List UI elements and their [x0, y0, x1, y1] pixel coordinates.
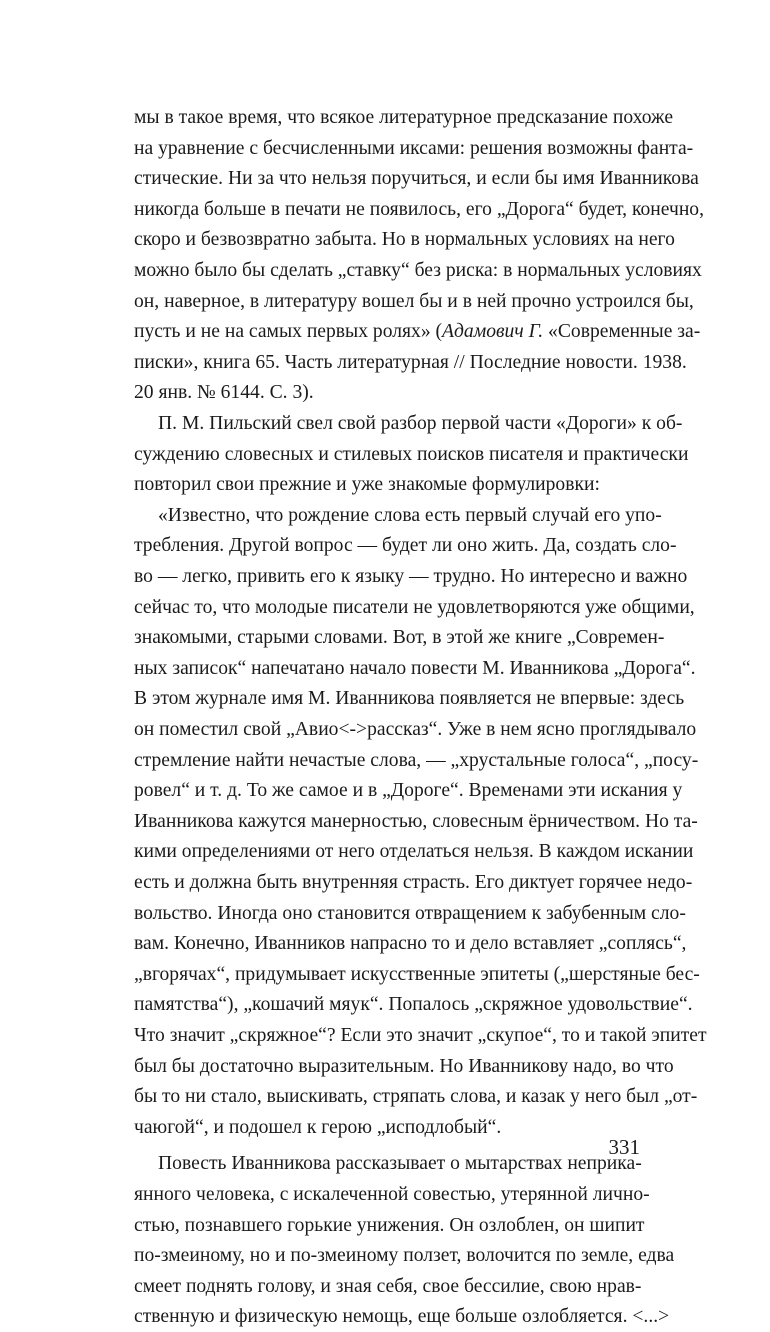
text-line: смеет поднять голову, и зная себя, свое бессилие, свою нрав-	[134, 1275, 642, 1297]
text-line: Повесть Иванникова рассказывает о мытарствах неприка-	[158, 1153, 642, 1175]
text-line: Что значит „скряжное“? Если это значит „скупое“, то и такой эпитет	[134, 1025, 707, 1046]
text-line: можно было бы сделать „ставку“ без риска: в нормальных условиях	[134, 260, 702, 281]
text-line: янного человека, с искалеченной совестью, утерянной лично-	[134, 1184, 650, 1205]
text-line: «Известно, что рождение слова есть первый случай его упо-	[158, 504, 662, 526]
text-line: по-змеиному, но и по-змеиному ползет, волочится по земле, едва	[134, 1245, 675, 1267]
text-line: на уравнение с бесчисленными иксами: решения возможны фанта-	[134, 137, 694, 159]
text-line: П. М. Пильский свел свой разбор первой части «Дороги» к об-	[158, 413, 683, 434]
text-line: стические. Ни за что нельзя поручиться, и если бы имя Иванникова	[134, 168, 699, 190]
text-line: знакомыми, старыми словами. Вот, в этой же книге „Современ-	[134, 627, 665, 649]
text-line: памятства“), „кошачий мяук“. Попалось „скряжное удовольствие“.	[134, 994, 693, 1016]
text-line: В этом журнале имя М. Иванникова появляется не впервые: здесь	[134, 688, 685, 710]
text-line: был бы достаточно выразительным. Но Иванникову надо, во что	[134, 1055, 674, 1077]
text-line: Иванникова кажутся манерностью, словесным ёрничеством. Но та-	[134, 810, 698, 832]
text-line: писки», книга 65. Часть литературная // Последние новости. 1938.	[134, 351, 687, 373]
page-number: 331	[608, 1135, 640, 1159]
text-line: вам. Конечно, Иванников напрасно то и дело вставляет „соплясь“,	[134, 933, 687, 955]
text-line: мы в такое время, что всякое литературное предсказание похоже	[134, 107, 674, 128]
text-line: суждению словесных и стилевых поисков писателя и практически	[134, 443, 689, 465]
author-name: Адамович Г.	[442, 321, 544, 343]
text-line: скоро и безвозвратно забыта. Но в нормальных условиях на него	[134, 229, 675, 251]
text-line: есть и должна быть внутренняя страсть. Его диктует горячее недо-	[134, 872, 693, 893]
text-line: во — легко, привить его к языку — трудно. Но интересно и важно	[134, 566, 688, 587]
text-line: повторил свои прежние и уже знакомые формулировки:	[134, 474, 600, 496]
text-line: пусть и не на самых первых ролях» (Адамович Г. «Современные за-	[134, 321, 701, 343]
text-line: чаюгой“, и подошел к герою „исподлобый“.	[134, 1116, 502, 1138]
text-line: „вгорячах“, придумывает искусственные эпитеты („шерстяные бес-	[134, 963, 700, 985]
text-line: он поместил свой „Авио<->рассказ“. Уже в нем ясно проглядывало	[134, 719, 697, 740]
text-line: кими определениями от него отделаться нельзя. В каждом искании	[134, 841, 694, 863]
text-line: он, наверное, в литературу вошел бы и в ней прочно устроился бы,	[134, 290, 694, 312]
text-line: ных записок“ напечатано начало повести М. Иванникова „Дорога“.	[134, 657, 696, 679]
text-line: требления. Другой вопрос — будет ли оно жить. Да, создать сло-	[134, 535, 677, 557]
text-line: ровел“ и т. д. То же самое и в „Дороге“. Временами эти искания у	[134, 780, 683, 802]
text-line: бы то ни стало, выискивать, стряпать слова, и казак у него был „от-	[134, 1086, 698, 1108]
text-line: сейчас то, что молодые писатели не удовлетворяются уже общими,	[134, 596, 695, 618]
text-line: стремление найти нечастые слова, — „хрустальные голоса“, „посу-	[134, 749, 699, 771]
text-line: 20 янв. № 6144. С. 3).	[134, 382, 314, 404]
text-line: ственную и физическую немощь, еще больше озлобляется. <...>	[134, 1306, 670, 1328]
text-line: никогда больше в печати не появилось, его „Дорога“ будет, конечно,	[134, 198, 704, 220]
text-line: вольство. Иногда оно становится отвращением к забубенным сло-	[134, 902, 686, 924]
text-line: стью, познавшего горькие унижения. Он озлоблен, он шипит	[134, 1214, 645, 1236]
